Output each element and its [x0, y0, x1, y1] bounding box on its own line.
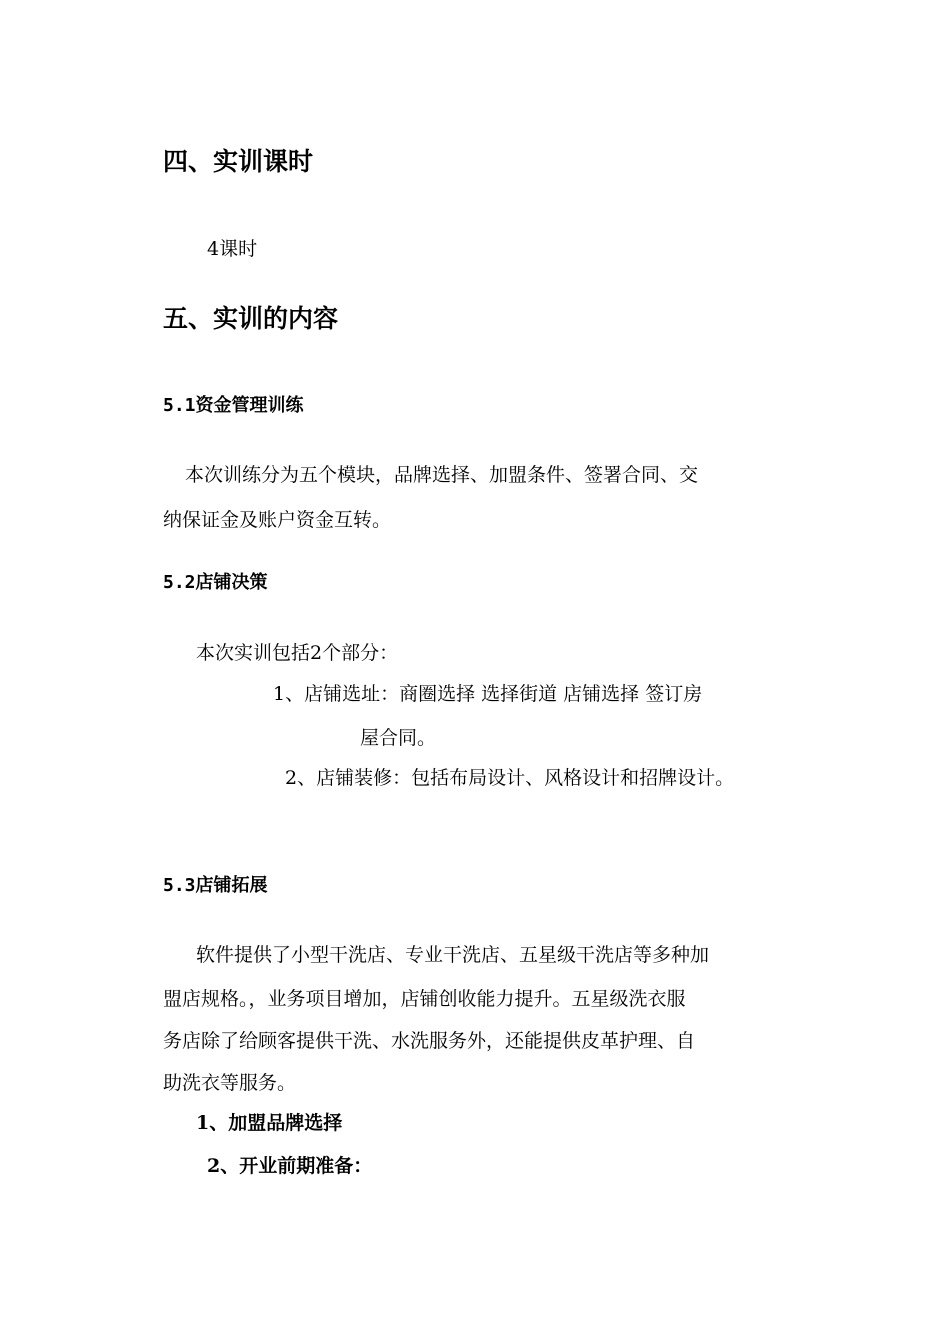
section53-paragraph-line1: 软件提供了小型干洗店、专业干洗店、五星级干洗店等多种加 [196, 944, 710, 966]
section52-item1-line1: 1、店铺选址：商圈选择 选择街道 店铺选择 签订房 [273, 683, 703, 705]
section4-heading: 四、实训课时 [163, 147, 314, 176]
section53-paragraph-line4: 助洗衣等服务。 [163, 1072, 297, 1094]
section53-number: 5.3 [163, 875, 196, 896]
section52-title: 店铺决策 [195, 572, 268, 593]
section53-paragraph-line2: 盟店规格。，业务项目增加，店铺创收能力提升。五星级洗衣服 [163, 988, 686, 1010]
section53-paragraph-line3: 务店除了给顾客提供干洗、水洗服务外，还能提供皮革护理、自 [163, 1030, 696, 1052]
section51-heading [163, 393, 304, 419]
section52-number: 5.2 [163, 572, 196, 593]
section4-hours: 4课时 [207, 238, 258, 260]
section53-heading [163, 873, 268, 899]
section52-heading [163, 570, 268, 596]
section51-paragraph-line1: 本次训练分为五个模块，品牌选择、加盟条件、签署合同、交 [185, 464, 699, 486]
section53-subitem2: 2、开业前期准备： [207, 1155, 373, 1177]
section51-number: 5.1 [163, 395, 196, 416]
section5-heading: 五、实训的内容 [163, 304, 339, 333]
section52-item1-line2: 屋合同。 [360, 727, 437, 749]
section53-subitem1: 1、加盟品牌选择 [196, 1112, 343, 1134]
section53-title: 店铺拓展 [195, 875, 268, 896]
section52-item2: 2、店铺装修：包括布局设计、风格设计和招牌设计。 [285, 767, 735, 789]
section51-paragraph-line2: 纳保证金及账户资金互转。 [163, 509, 392, 531]
section51-title: 资金管理训练 [195, 395, 304, 416]
section52-intro: 本次实训包括2个部分： [196, 642, 399, 664]
